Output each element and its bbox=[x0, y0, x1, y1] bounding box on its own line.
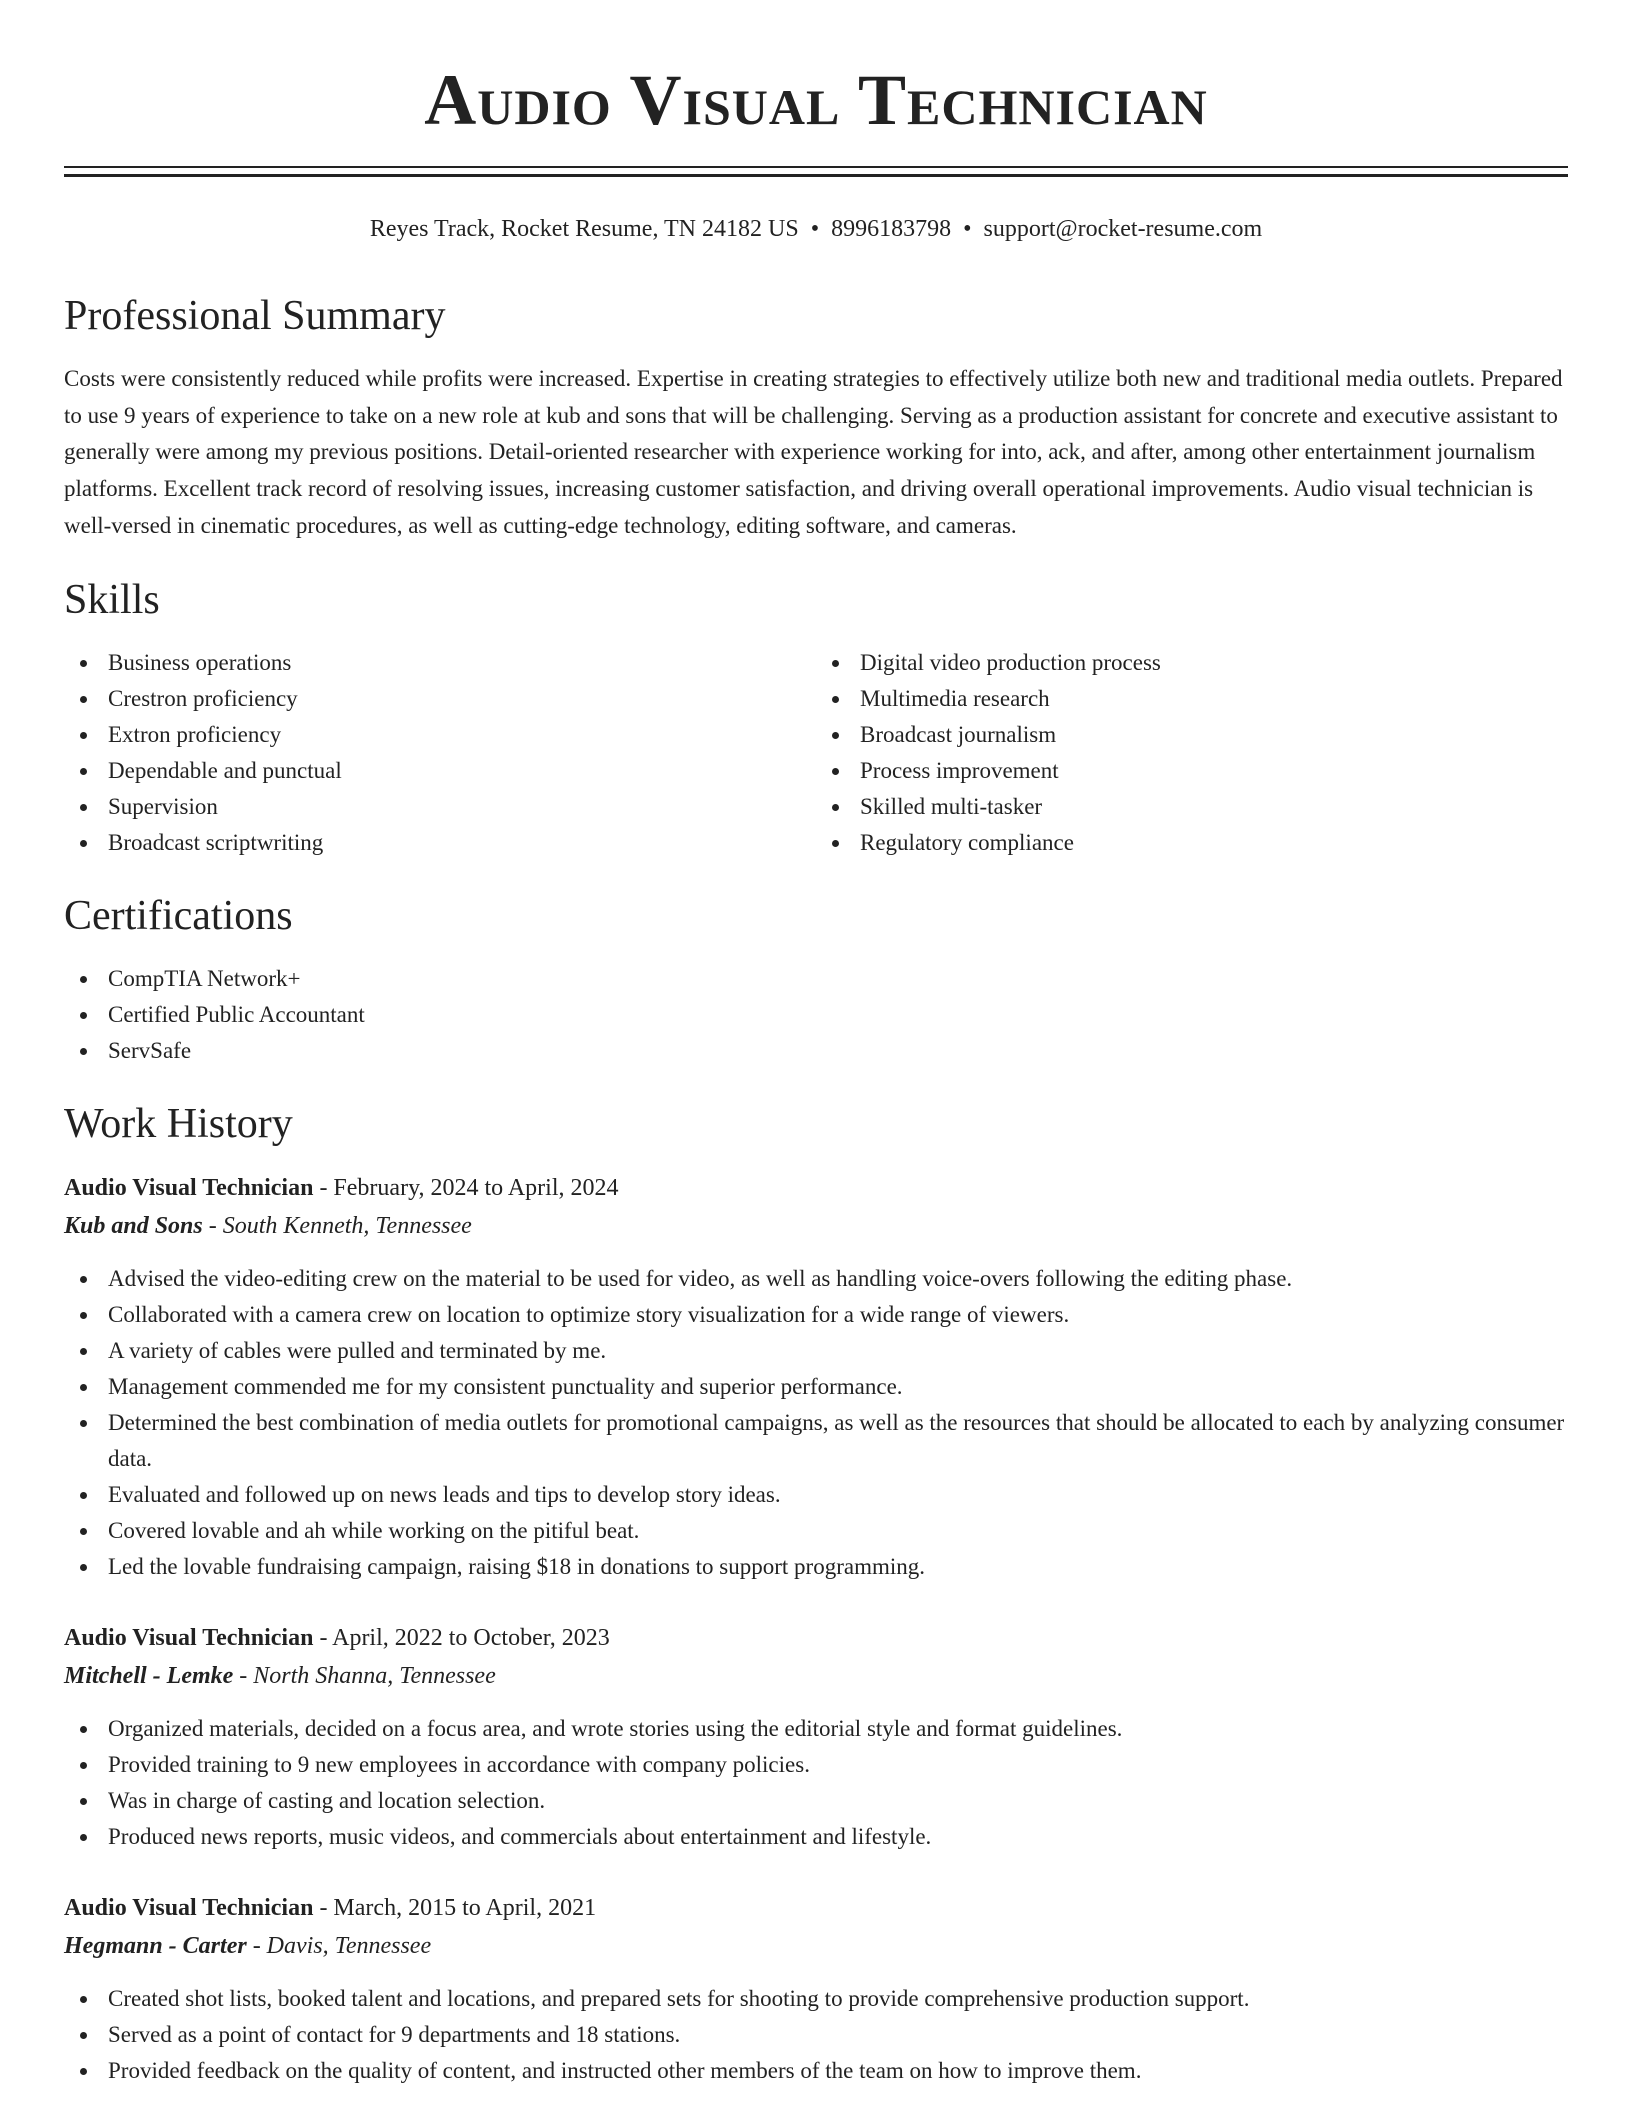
job-dates: - April, 2022 to October, 2023 bbox=[313, 1624, 610, 1651]
job-header bbox=[64, 1889, 1568, 1927]
job-company-line bbox=[64, 1207, 1568, 1245]
job-bullet: Covered lovable and ah while working on the pitiful beat. bbox=[64, 1513, 1568, 1549]
job-bullet: A variety of cables were pulled and terminated by me. bbox=[64, 1333, 1568, 1369]
job-entry bbox=[64, 1169, 1568, 1585]
job-bullets bbox=[64, 1261, 1568, 1585]
job-location: - North Shanna, Tennessee bbox=[233, 1662, 496, 1689]
job-bullet: Created shot lists, booked talent and locations, and prepared sets for shooting to provide comprehensive production support. bbox=[64, 1981, 1568, 2017]
skill-item: Multimedia research bbox=[816, 681, 1568, 717]
job-location: - Davis, Tennessee bbox=[246, 1932, 432, 1959]
job-header bbox=[64, 1169, 1568, 1207]
job-bullet: Led the lovable fundraising campaign, raising $18 in donations to support programming. bbox=[64, 1549, 1568, 1585]
summary-text: Costs were consistently reduced while profits were increased. Expertise in creating strategies to effectively utilize both new and traditional media outlets. Prepared to use 9 years of experience to take on a new role at kub and sons that will be challenging. Serving as a production assistant for concrete and executive assistant to generally were among my previous positions. Detail-oriented researcher with experience working for into, ack, and after, among other entertainment journalism platforms. Excellent track record of resolving issues, increasing customer satisfaction, and driving overall operational improvements. Audio visual technician is well-versed in cinematic procedures, as well as cutting-edge technology, editing software, and cameras. bbox=[64, 366, 1563, 538]
contact-separator: • bbox=[963, 216, 972, 242]
job-company-line bbox=[64, 1927, 1568, 1965]
certifications-list bbox=[64, 961, 1568, 1069]
job-bullet: Served as a point of contact for 9 departments and 18 stations. bbox=[64, 2017, 1568, 2053]
job-company: Hegmann - Carter bbox=[64, 1932, 247, 1959]
skill-item: Supervision bbox=[64, 789, 816, 825]
job-company: Kub and Sons bbox=[64, 1212, 203, 1239]
job-bullet: Provided feedback on the quality of content, and instructed other members of the team on how to improve them. bbox=[64, 2053, 1568, 2089]
skills-section bbox=[64, 576, 1568, 861]
job-title: Audio Visual Technician bbox=[64, 1894, 314, 1921]
certifications-section bbox=[64, 892, 1568, 1069]
skill-item: Skilled multi-tasker bbox=[816, 789, 1568, 825]
contact-separator: • bbox=[810, 216, 820, 242]
job-bullet: Management commended me for my consistent punctuality and superior performance. bbox=[64, 1369, 1568, 1405]
skills-grid bbox=[64, 645, 1568, 861]
skill-item: Business operations bbox=[64, 645, 816, 681]
job-location: - South Kenneth, Tennessee bbox=[202, 1212, 472, 1239]
job-company-line bbox=[64, 1657, 1568, 1695]
job-bullets bbox=[64, 1711, 1568, 1855]
summary-heading: Professional Summary bbox=[64, 293, 446, 339]
skills-list-left bbox=[64, 645, 816, 861]
skill-item: Process improvement bbox=[816, 753, 1568, 789]
work-history-section bbox=[64, 1100, 1568, 2089]
job-header bbox=[64, 1619, 1568, 1657]
job-bullet: Organized materials, decided on a focus area, and wrote stories using the editorial style and format guidelines. bbox=[64, 1711, 1568, 1747]
skill-item: Crestron proficiency bbox=[64, 681, 816, 717]
skill-item: Broadcast journalism bbox=[816, 717, 1568, 753]
skill-item: Extron proficiency bbox=[64, 717, 816, 753]
contact-email[interactable]: support@rocket-resume.com bbox=[983, 216, 1263, 242]
contact-phone: 8996183798 bbox=[831, 216, 952, 242]
summary-section bbox=[64, 295, 1568, 545]
job-company: Mitchell - Lemke bbox=[64, 1662, 234, 1689]
job-entry bbox=[64, 1619, 1568, 1855]
certifications-heading: Certifications bbox=[64, 892, 293, 939]
job-title: Audio Visual Technician bbox=[64, 1174, 314, 1201]
certification-item: Certified Public Accountant bbox=[64, 997, 1568, 1033]
contact-address: Reyes Track, Rocket Resume, TN 24182 US bbox=[369, 216, 799, 242]
job-entry bbox=[64, 1889, 1568, 2089]
job-bullet: Collaborated with a camera crew on location to optimize story visualization for a wide range of viewers. bbox=[64, 1297, 1568, 1333]
work-history-heading: Work History bbox=[64, 1100, 293, 1147]
skills-heading: Skills bbox=[64, 576, 160, 623]
job-bullet: Produced news reports, music videos, and commercials about entertainment and lifestyle. bbox=[64, 1819, 1568, 1855]
certification-item: ServSafe bbox=[64, 1033, 1568, 1069]
skill-item: Digital video production process bbox=[816, 645, 1568, 681]
job-bullet: Advised the video-editing crew on the material to be used for video, as well as handling voice-overs following the editing phase. bbox=[64, 1261, 1568, 1297]
skill-item: Dependable and punctual bbox=[64, 753, 816, 789]
header-divider-bottom bbox=[64, 174, 1568, 177]
job-bullet: Was in charge of casting and location selection. bbox=[64, 1783, 1568, 1819]
skill-item: Broadcast scriptwriting bbox=[64, 825, 816, 861]
job-dates: - February, 2024 to April, 2024 bbox=[313, 1174, 619, 1201]
skill-item: Regulatory compliance bbox=[816, 825, 1568, 861]
job-title: Audio Visual Technician bbox=[64, 1624, 314, 1651]
job-bullet: Evaluated and followed up on news leads and tips to develop story ideas. bbox=[64, 1477, 1568, 1513]
job-dates: - March, 2015 to April, 2021 bbox=[313, 1894, 597, 1921]
job-bullets bbox=[64, 1981, 1568, 2089]
certification-item: CompTIA Network+ bbox=[64, 961, 1568, 997]
job-bullet: Determined the best combination of media outlets for promotional campaigns, as well as the resources that should be allocated to each by analyzing consumer data. bbox=[64, 1405, 1568, 1477]
resume-name: Audio Visual Technician bbox=[424, 60, 1208, 140]
skills-list-right bbox=[816, 645, 1568, 861]
contact-line bbox=[64, 213, 1568, 245]
job-bullet: Provided training to 9 new employees in accordance with company policies. bbox=[64, 1747, 1568, 1783]
